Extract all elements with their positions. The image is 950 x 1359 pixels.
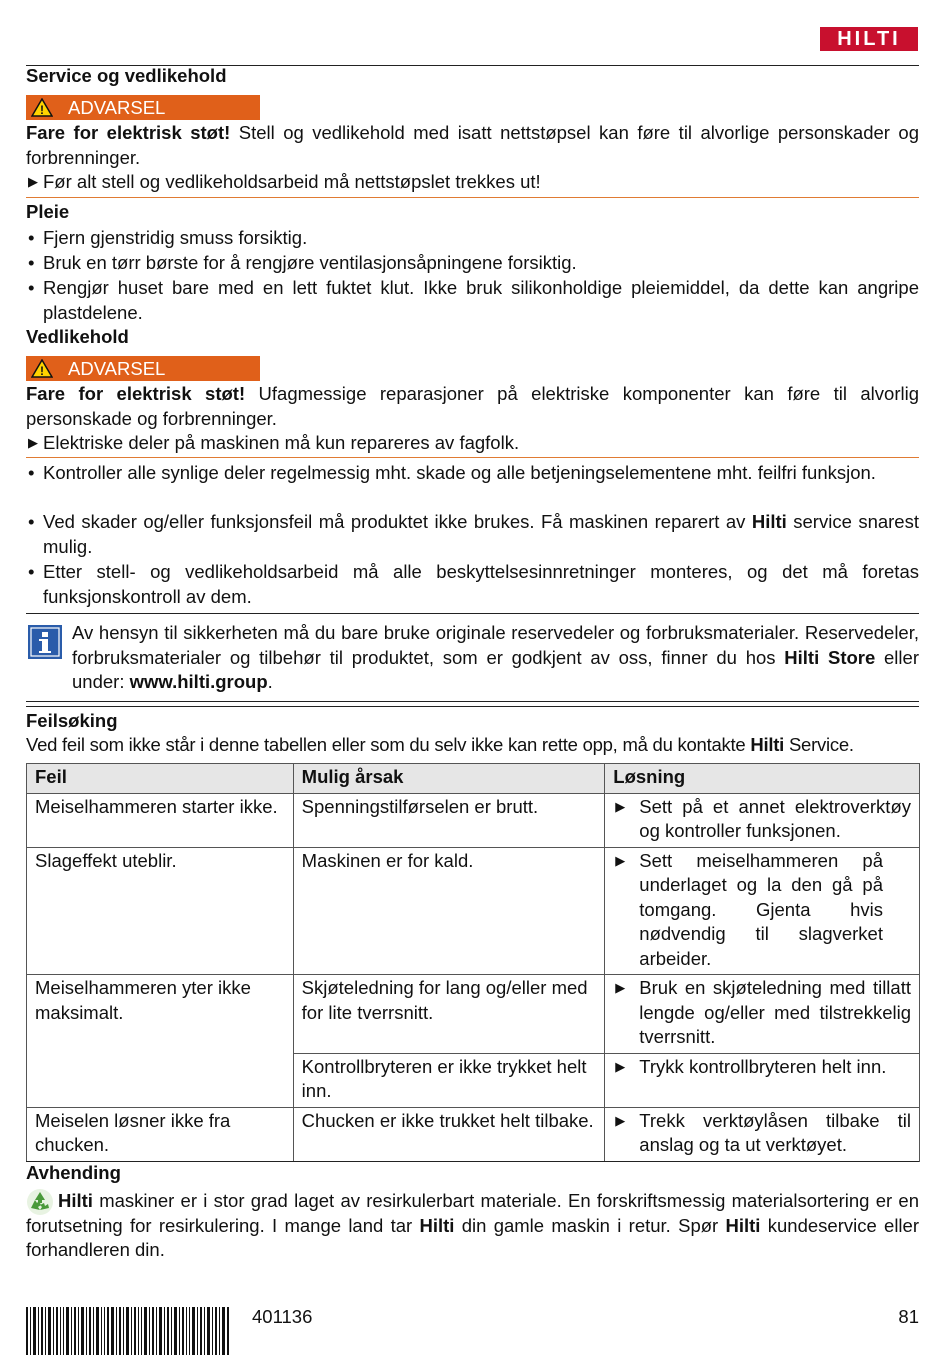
arrow-icon: ▶	[615, 852, 626, 868]
cause-cell: Chucken er ikke trukket helt tilbake.	[293, 1107, 605, 1161]
list-item-text: Ved skader og/eller funksjonsfeil må produktet ikke brukes. Få maskinen reparert av Hilti service snarest mulig.	[43, 511, 919, 557]
arrow-icon: ▶	[615, 1058, 626, 1074]
arrow-icon: ▶	[28, 174, 38, 189]
warning-text-1	[26, 121, 919, 170]
table-row	[27, 1107, 920, 1161]
list-item-text: Fjern gjenstridig smuss forsiktig.	[43, 227, 308, 248]
solution-cell: ▶ Sett meiselhammeren på underlaget og la den gå på tomgang. Gjenta hvis nødvendig til slagverket arbeider.	[605, 847, 920, 975]
fault-cell: Slageffekt uteblir.	[27, 847, 294, 975]
list-item-text: Kontroller alle synlige deler regelmessig mht. skade og alle betjeningselementene mht. feilfri funksjon.	[43, 462, 876, 483]
warning-label: ADVARSEL	[68, 97, 166, 118]
instruction-text: Elektriske deler på maskinen må kun repareres av fagfolk.	[43, 432, 520, 453]
barcode	[26, 1307, 230, 1355]
table-row	[27, 793, 920, 847]
bullet-icon: •	[28, 561, 35, 582]
list-item-text: Etter stell- og vedlikeholdsarbeid må alle beskyttelsesinnretninger monteres, og det må foretas funksjonskontroll av dem.	[43, 561, 919, 607]
cause-cell: Spenningstilførselen er brutt.	[293, 793, 605, 847]
solution-cell: ▶ Trykk kontrollbryteren helt inn.	[605, 1053, 920, 1107]
list-item-text: Bruk en tørr børste for å rengjøre ventilasjonsåpningene forsiktig.	[43, 252, 577, 273]
warning-banner-2	[26, 356, 260, 381]
arrow-icon: ▶	[615, 798, 626, 814]
warning-bold: Fare for elektrisk støt!	[26, 122, 231, 143]
page-number: 81	[898, 1306, 919, 1327]
warning-body: Ufagmessige reparasjoner på elektriske komponenter kan føre til alvorlig personskade og forbrenninger.	[26, 383, 919, 429]
bullet-icon: •	[28, 277, 35, 298]
solution-cell: ▶ Bruk en skjøteledning med tillatt lengde og/eller med tilstrekkelig tverrsnitt.	[605, 975, 920, 1054]
warning-banner-1	[26, 95, 260, 120]
table-row	[27, 975, 920, 1054]
solution-cell: ▶ Trekk verktøylåsen tilbake til anslag og ta ut verktøyet.	[605, 1107, 920, 1161]
section-title-avhending: Avhending	[26, 1162, 121, 1183]
info-icon	[28, 625, 62, 659]
warning-body: Stell og vedlikehold med isatt nettstøpsel kan føre til alvorlige personskader og forbrenninger.	[26, 122, 919, 168]
bullet-icon: •	[28, 511, 35, 532]
section-title-vedlikehold: Vedlikehold	[26, 326, 129, 347]
document-code: 401136	[252, 1306, 313, 1327]
cause-cell: Skjøteledning for lang og/eller med for lite tverrsnitt.	[293, 975, 605, 1054]
orange-rule	[26, 197, 919, 198]
instruction-text: Før alt stell og vedlikeholdsarbeid må nettstøpslet trekkes ut!	[43, 171, 541, 192]
section-title-pleie: Pleie	[26, 201, 70, 222]
table-header-cause: Mulig årsak	[293, 764, 605, 794]
hilti-link[interactable]: www.hilti.group	[129, 671, 268, 692]
table-header-solution: Løsning	[605, 764, 920, 794]
cause-cell: Maskinen er for kald.	[293, 847, 605, 975]
list-item-text: Rengjør huset bare med en lett fuktet klut. Ikke bruk silikonholdige pleiemiddel, da dette kan angripe plastdelene.	[43, 277, 919, 323]
section-title-feilsoking: Feilsøking	[26, 710, 118, 731]
table-header-row	[27, 764, 920, 794]
arrow-icon: ▶	[615, 1112, 626, 1128]
svg-text:!: !	[40, 103, 44, 117]
warning-text-2	[26, 382, 919, 431]
arrow-icon: ▶	[28, 435, 38, 450]
disposal-text: Hilti maskiner er i stor grad laget av resirkulerbart materiale. En forskriftsmessig materialsortering er en forutsetning for resirkulering. I mange land tar Hilti din gamle maskin i retur. Spør Hilti kundeservice eller forhandleren din.	[26, 1190, 919, 1260]
troubleshooting-intro: Ved feil som ikke står i denne tabellen eller som du selv ikke kan rette opp, må du kontakte Hilti Service.	[26, 734, 854, 755]
table-header-fault: Feil	[27, 764, 294, 794]
section-rule	[26, 706, 919, 707]
bullet-icon: •	[28, 462, 35, 483]
section-title-service: Service og vedlikehold	[26, 65, 227, 86]
warning-triangle-icon	[31, 98, 53, 117]
table-row	[27, 847, 920, 975]
info-bottom-rule	[26, 701, 919, 702]
orange-rule	[26, 457, 919, 458]
solution-cell: ▶ Sett på et annet elektroverktøy og kontroller funksjonen.	[605, 793, 920, 847]
warning-bold: Fare for elektrisk støt!	[26, 383, 246, 404]
fault-cell: Meiselen løsner ikke fra chucken.	[27, 1107, 294, 1161]
troubleshooting-table	[26, 763, 920, 1162]
hilti-logo: HILTI	[820, 27, 918, 51]
warning-triangle-icon	[31, 359, 53, 378]
fault-cell: Meiselhammeren yter ikke maksimalt.	[27, 975, 294, 1108]
section-rule	[26, 1161, 919, 1162]
warning-label: ADVARSEL	[68, 358, 166, 379]
svg-text:!: !	[40, 364, 44, 378]
info-top-rule	[26, 613, 919, 614]
cause-cell: Kontrollbryteren er ikke trykket helt inn.	[293, 1053, 605, 1107]
arrow-icon: ▶	[615, 980, 626, 995]
bullet-icon: •	[28, 227, 35, 248]
fault-cell: Meiselhammeren starter ikke.	[27, 793, 294, 847]
info-text: Av hensyn til sikkerheten må du bare bruke originale reservedeler og forbruksmaterialer. Reservedeler, forbruksmaterialer og tilbehør til produktet, som er godkjent av oss, finner du hos Hilti Store eller under: www.hilti.group.	[72, 622, 919, 692]
bullet-icon: •	[28, 252, 35, 273]
